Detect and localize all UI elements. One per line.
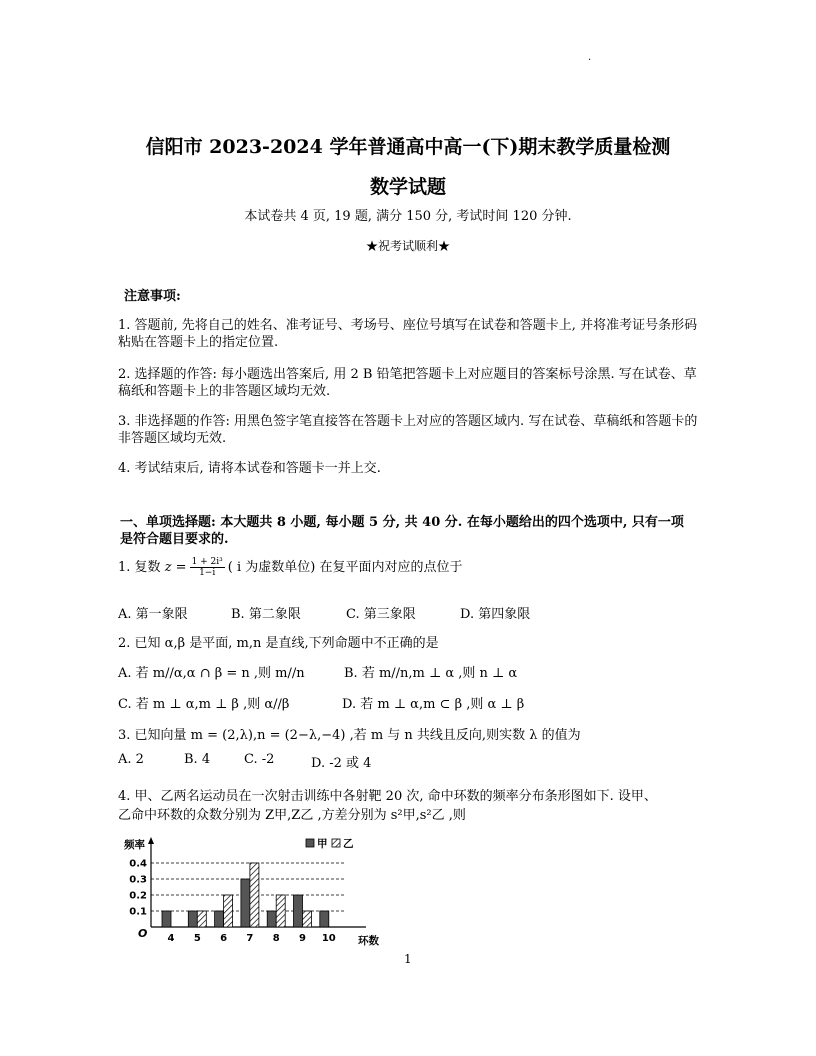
bar-series-1 [188, 911, 197, 927]
bar-series-2 [276, 895, 285, 927]
q1-z: z = [164, 560, 187, 575]
bar-series-2 [303, 911, 312, 927]
q2-option-d: D. 若 m ⊥ α,m ⊂ β ,则 α ⊥ β [342, 697, 525, 712]
q3-option-d: D. -2 或 4 [311, 756, 372, 771]
page-number: 1 [404, 952, 412, 966]
bar-series-1 [215, 911, 224, 927]
question-1 [118, 556, 462, 578]
x-axis-label: 环数 [358, 935, 379, 947]
y-tick-label: 0.1 [129, 906, 147, 918]
bar-series-1 [241, 879, 250, 927]
x-tick-label: 8 [272, 933, 280, 944]
page-title: 信阳市 2023-2024 学年普通高中高一(下)期末教学质量检测 [145, 136, 671, 158]
q3-option-a: A. 2 [118, 752, 144, 767]
q3-option-b: B. 4 [184, 752, 211, 767]
legend-swatch-2 [332, 839, 340, 847]
notice-item-3: 3. 非选择题的作答: 用黑色签字笔直接答在答题卡上对应的答题区域内. 写在试卷、草稿纸和答题卡的非答题区域均无效. [118, 414, 698, 446]
question-4-line1: 4. 甲、乙两名运动员在一次射击训练中各射靶 20 次, 命中环数的频率分布条形图如下. 设甲、 [118, 789, 657, 804]
legend-swatch-1 [306, 839, 314, 847]
y-tick-label: 0.2 [129, 890, 147, 902]
q1-suffix: ( i 为虚数单位) 在复平面内对应的点位于 [227, 560, 463, 575]
section1-heading: 一、单项选择题: 本大题共 8 小题, 每小题 5 分, 共 40 分. 在每小题给出的四个选项中, 只有一项是符合题目要求的. [120, 515, 684, 547]
page-subtitle: 数学试题 [369, 176, 446, 198]
exam-info: 本试卷共 4 页, 19 题, 满分 150 分, 考试时间 120 分钟. [244, 209, 572, 224]
legend-label-1: 甲 [317, 838, 328, 850]
top-mark: . [588, 52, 592, 63]
y-axis-label: 频率 [124, 839, 145, 851]
x-tick-label: 6 [220, 933, 228, 944]
y-tick-label: 0.3 [129, 874, 147, 886]
bar-series-2 [224, 895, 233, 927]
x-tick-label: 5 [193, 933, 201, 944]
wish-text: ★祝考试顺利★ [365, 239, 450, 253]
question-4-line2: 乙命中环数的众数分别为 Z甲,Z乙 ,方差分别为 s²甲,s²乙 ,则 [118, 808, 466, 823]
legend-label-2: 乙 [343, 838, 354, 850]
q1-option-c: C. 第三象限 [346, 607, 416, 622]
question-2: 2. 已知 α,β 是平面, m,n 是直线,下列命题中不正确的是 [118, 636, 439, 651]
question-3: 3. 已知向量 m = (2,λ),n = (2−λ,−4) ,若 m 与 n 共线且反向,则实数 λ 的值为 [118, 728, 581, 743]
q3-option-c: C. -2 [244, 752, 275, 767]
frequency-bar-chart [118, 832, 388, 947]
x-tick-label: 9 [299, 933, 306, 944]
origin-label: O [138, 927, 148, 940]
bar-series-1 [162, 911, 171, 927]
y-axis-arrow [148, 837, 154, 844]
bar-series-1 [267, 911, 276, 927]
q2-option-a: A. 若 m//α,α ∩ β = n ,则 m//n [118, 666, 305, 681]
q2-option-b: B. 若 m//n,m ⊥ α ,则 n ⊥ α [344, 666, 518, 681]
bar-series-2 [197, 911, 206, 927]
q1-option-a: A. 第一象限 [118, 607, 188, 622]
notice-item-4: 4. 考试结束后, 请将本试卷和答题卡一并上交. [118, 461, 381, 476]
bar-series-1 [294, 895, 303, 927]
q1-fraction [190, 557, 225, 578]
notice-item-1: 1. 答题前, 先将自己的姓名、准考证号、考场号、座位号填写在试卷和答题卡上, 并将准考证号条形码粘贴在答题卡上的指定位置. [118, 318, 698, 350]
q1-frac-num: 1 + 2i³ [191, 557, 223, 567]
notice-item-2: 2. 选择题的作答: 每小题选出答案后, 用 2 B 铅笔把答题卡上对应题目的答案标号涂黑. 写在试卷、草稿纸和答题卡上的非答题区域均无效. [118, 367, 697, 399]
notice-heading: 注意事项: [124, 289, 181, 304]
q1-frac-den: 1−i [199, 568, 216, 578]
x-tick-label: 10 [321, 933, 336, 944]
x-tick-label: 7 [246, 933, 254, 944]
q2-option-c: C. 若 m ⊥ α,m ⊥ β ,则 α//β [118, 697, 290, 712]
q1-prefix: 1. 复数 [118, 560, 161, 575]
bar-series-2 [250, 863, 259, 927]
y-tick-label: 0.4 [129, 858, 147, 870]
bar-series-1 [320, 911, 329, 927]
q1-option-b: B. 第二象限 [231, 607, 301, 622]
q1-option-d: D. 第四象限 [460, 607, 531, 622]
x-tick-label: 4 [167, 933, 175, 944]
